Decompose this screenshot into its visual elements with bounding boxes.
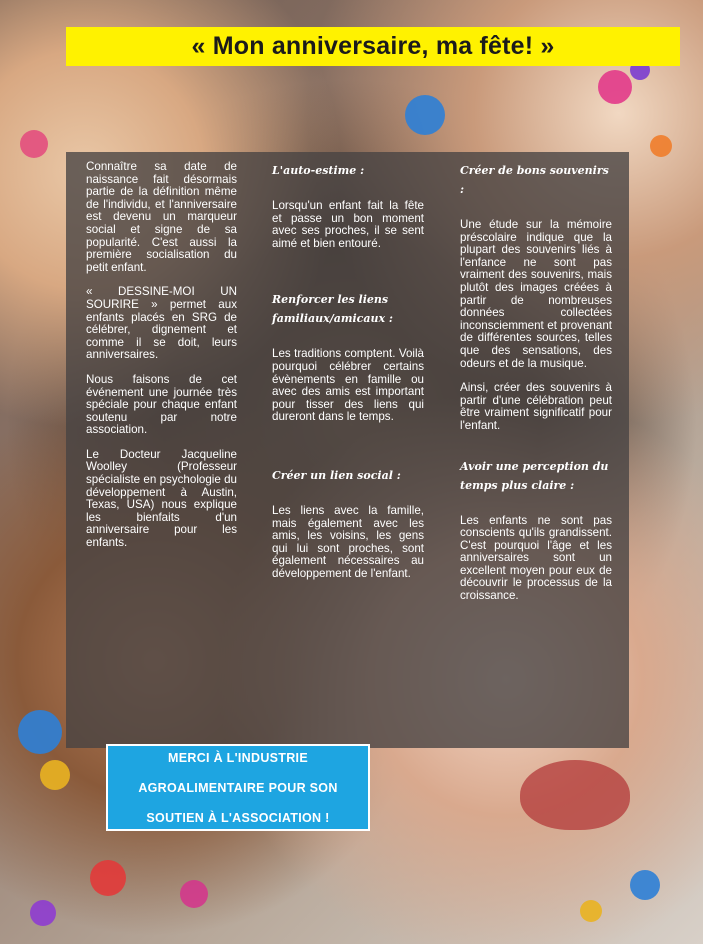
- intro-paragraph: Nous faisons de cet événement une journée très spéciale pour chaque enfant soutenu par notre association.: [86, 372, 237, 437]
- section-heading-liens-familiaux: Renforcer les liens familiaux/amicaux :: [272, 293, 393, 326]
- column-intro: [86, 161, 237, 562]
- confetti-piece: [650, 135, 672, 157]
- confetti-piece: [18, 710, 62, 754]
- intro-paragraph: Le Docteur Jacqueline Woolley (Professeur spécialiste en psychologie du développement à Austin, Texas, USA) nous explique les bienfaits d'un anniversaire pour les enfants.: [86, 447, 237, 550]
- thanks-box: [106, 744, 370, 831]
- thanks-text: MERCI À L'INDUSTRIE AGROALIMENTAIRE POUR SON SOUTIEN À L'ASSOCIATION !: [138, 750, 338, 825]
- page-title: « Mon anniversaire, ma fête! »: [191, 32, 555, 60]
- confetti-piece: [520, 760, 630, 830]
- column-benefits-1: [272, 161, 424, 593]
- confetti-piece: [180, 880, 208, 908]
- section-heading-auto-estime: L'auto-estime :: [272, 164, 365, 177]
- section-text: Les traditions comptent. Voilà pourquoi célébrer certains évènements en famille ou avec des amis est important pour tisser des liens qui dureront dans le temps.: [272, 347, 424, 424]
- confetti-piece: [90, 860, 126, 896]
- section-heading-perception-temps: Avoir une perception du temps plus claire :: [460, 459, 609, 492]
- confetti-piece: [598, 70, 632, 104]
- section-text: Lorsqu'un enfant fait la fête et passe un bon moment avec ses proches, il se sent aimé et bien entouré.: [272, 199, 424, 250]
- section-text: Une étude sur la mémoire préscolaire indique que la plupart des souvenirs liés à l'enfance ne sont pas vraiment des souvenirs, mais plutôt des images créées à partir de nombreuses données collectées inconsciemment et provenant de différentes sources, telles que des sensations, des odeurs et de la musique.: [460, 218, 612, 370]
- section-text: Ainsi, créer des souvenirs à partir d'une célébration peut être vraiment significatif pour l'enfant.: [460, 381, 612, 432]
- confetti-piece: [405, 95, 445, 135]
- confetti-piece: [580, 900, 602, 922]
- confetti-piece: [40, 760, 70, 790]
- confetti-piece: [630, 870, 660, 900]
- section-text: Les liens avec la famille, mais également avec les amis, les voisins, les gens qui lui sont proches, sont également nécessaires au développement de l'enfant.: [272, 503, 424, 580]
- intro-paragraph: Connaître sa date de naissance fait désormais partie de la définition même de l'individu, et l'anniversaire est devenu un marqueur social et signe de sa popularité. C'est aussi la première socialisation du petit enfant.: [86, 160, 237, 274]
- section-text: Les enfants ne sont pas conscients qu'ils grandissent. C'est pourquoi l'âge et les anniversaires sont un excellent moyen pour eux de découvrir le processus de la croissance.: [460, 513, 612, 603]
- section-heading-lien-social: Créer un lien social :: [272, 468, 401, 482]
- confetti-piece: [30, 900, 56, 926]
- confetti-piece: [20, 130, 48, 158]
- column-benefits-2: [460, 161, 612, 615]
- title-banner: [66, 27, 680, 66]
- intro-paragraph: « DESSINE-MOI UN SOURIRE » permet aux enfants placés en SRG de célébrer, dignement et comme il se doit, leurs anniversaires.: [86, 285, 237, 362]
- section-heading-souvenirs: Créer de bons souvenirs :: [460, 164, 609, 196]
